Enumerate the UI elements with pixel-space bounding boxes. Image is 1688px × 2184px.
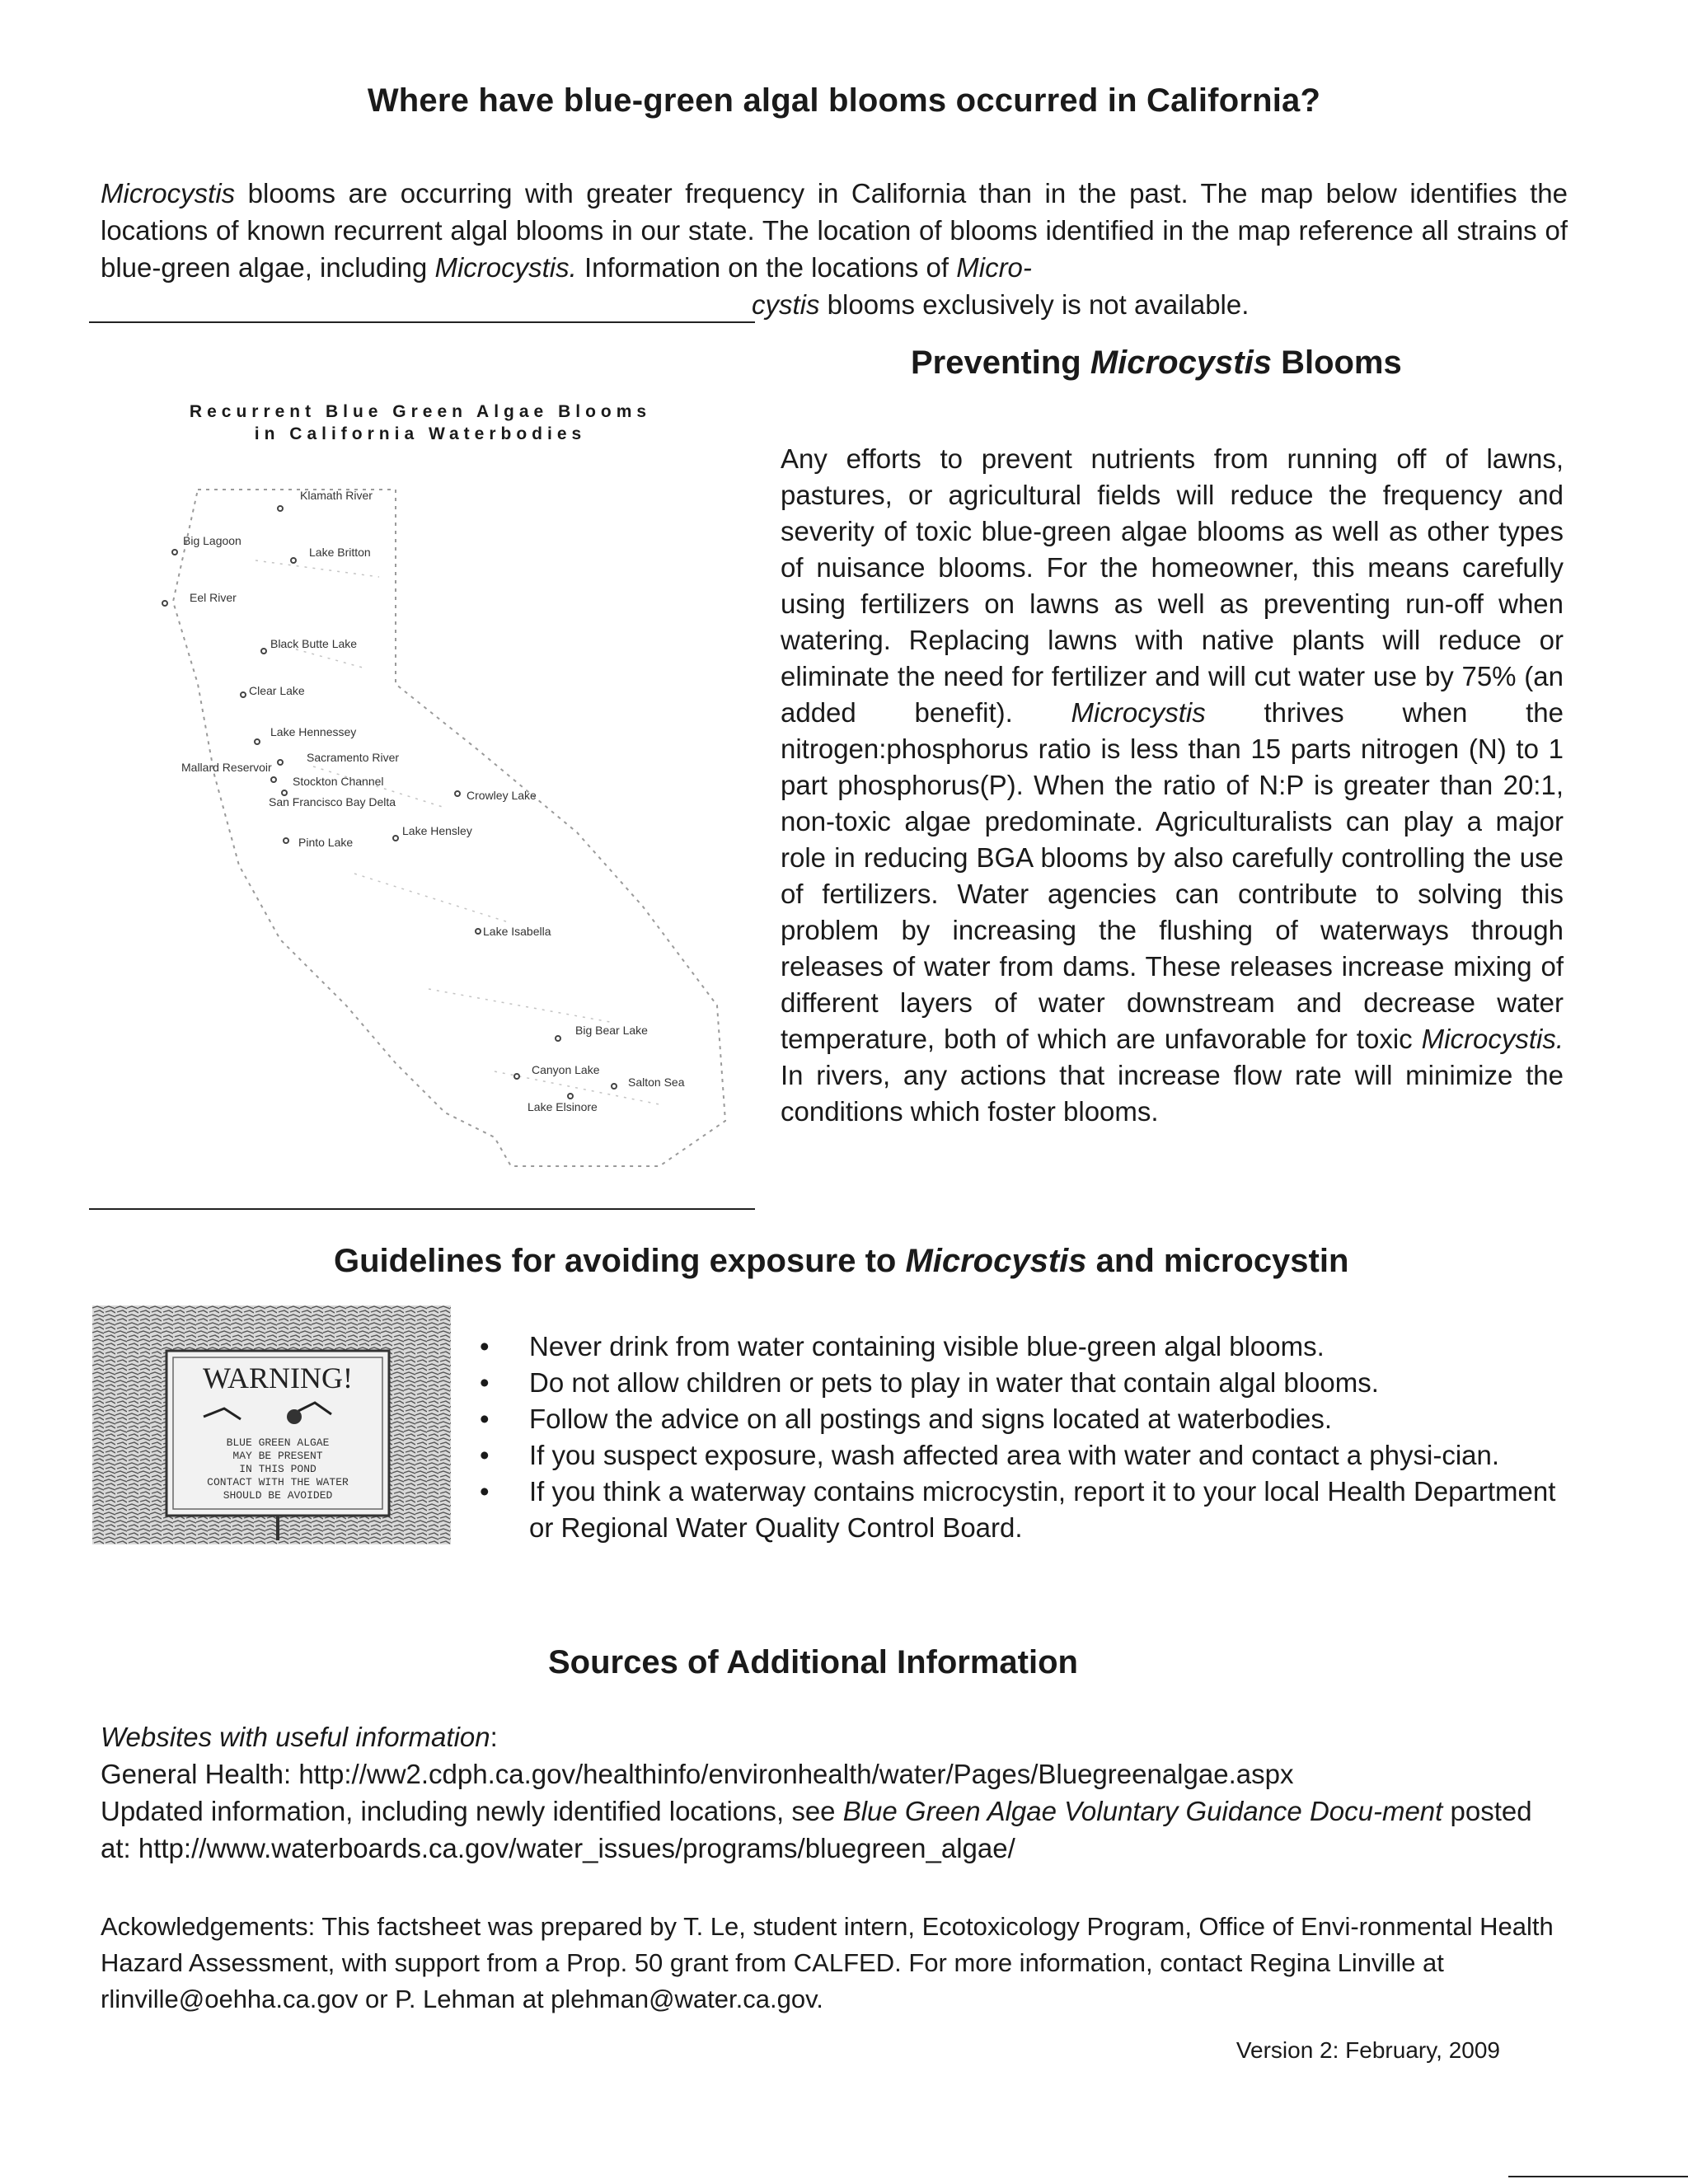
map-title xyxy=(157,401,684,445)
map-label: Mallard Reservoir xyxy=(181,761,272,774)
map-dot xyxy=(393,836,398,841)
websites-label-line xyxy=(101,1718,1568,1755)
preventing-italic-1: Microcystis xyxy=(1071,697,1206,728)
map-dot xyxy=(241,692,246,697)
general-health-label: General Health: xyxy=(101,1759,299,1789)
sign-line: CONTACT WITH THE WATER xyxy=(207,1476,349,1488)
map-label: Lake Elsinore xyxy=(528,1100,598,1113)
updated-info-post: posted at: xyxy=(101,1796,1532,1863)
map-label: Lake Britton xyxy=(309,546,371,559)
map-dot xyxy=(162,601,167,606)
sources-block xyxy=(101,1718,1568,1867)
guidelines-heading-pre: Guidelines for avoiding exposure to xyxy=(334,1243,906,1279)
list-item: • Follow the advice on all postings and signs located at waterbodies. xyxy=(480,1401,1568,1437)
map-dot xyxy=(172,550,177,555)
guidance-document-title: Blue Green Algae Voluntary Guidance Docu-ment xyxy=(842,1796,1443,1826)
guidelines-heading-italic: Microcystis xyxy=(905,1243,1087,1279)
preventing-text-a: Any efforts to prevent nutrients from running off of lawns, pastures, or agricultural fields will reduce the frequency and severity of toxic blue-green algae blooms as well as other types of nuisance blooms. For the homeowner, this means carefully using fertilizers on lawns as well as preventing run-off when watering. Replacing lawns with native plants will reduce or eliminate the need for fertilizer and will cut water use by 75% (an added benefit). xyxy=(781,443,1564,728)
preventing-heading xyxy=(911,344,1402,382)
guidelines-heading xyxy=(334,1243,1348,1280)
preventing-italic-2: Microcystis. xyxy=(1421,1024,1564,1054)
page-title: Where have blue-green algal blooms occurred in California? xyxy=(367,82,1321,119)
map-label: Canyon Lake xyxy=(532,1063,600,1076)
version-label: Version 2: February, 2009 xyxy=(1236,2037,1500,2063)
list-item: • Do not allow children or pets to play in water that contain algal blooms. xyxy=(480,1365,1568,1401)
corner-rule xyxy=(1508,2176,1688,2177)
sign-warning-word: WARNING! xyxy=(203,1361,353,1394)
preventing-text-b: thrives when the nitrogen:phosphorus ratio is less than 15 parts nitrogen (N) to 1 part phosphorus(P). When the ratio of N:P is greater than 20:1, non-toxic algae predominate. Agriculturalists can play a major role in reducing BGA blooms by also carefully controlling the use of fertilizers. Water agencies can contribute to solving this problem by increasing the flushing of waterways through releases of water from dams. These releases increase mixing of different layers of water downstream and decrease water temperature, both of which are unfavorable for toxic xyxy=(781,697,1564,1054)
sign-line: IN THIS POND xyxy=(239,1463,316,1475)
intro-paragraph xyxy=(101,175,1568,323)
map-dot xyxy=(556,1036,560,1041)
map-label: Lake Hennessey xyxy=(270,725,357,738)
websites-label: Websites with useful information xyxy=(101,1722,490,1752)
map-label: San Francisco Bay Delta xyxy=(269,795,396,808)
map-label: Crowley Lake xyxy=(467,789,537,802)
map-dot xyxy=(612,1084,617,1089)
map-label: Salton Sea xyxy=(628,1076,685,1089)
preventing-paragraph xyxy=(781,441,1564,1130)
map-label: Lake Isabella xyxy=(483,925,551,938)
guidelines-list xyxy=(480,1329,1568,1546)
map-title-line-2: in California Waterbodies xyxy=(254,424,587,443)
map-dot xyxy=(455,791,460,796)
map-label: Clear Lake xyxy=(249,684,305,697)
intro-text-1: blooms are occurring with greater frequency in California than in the past. The map below identifies the locations of known recurrent algal blooms in our state. The location of blooms identified in the map reference all strains of blue-green algae, including xyxy=(101,178,1568,283)
general-health-link[interactable]: http://ww2.cdph.ca.gov/healthinfo/environhealth/water/Pages/Bluegreenalgae.aspx xyxy=(298,1759,1294,1789)
preventing-heading-post: Blooms xyxy=(1271,344,1402,381)
updated-info-pre: Updated information, including newly identified locations, see xyxy=(101,1796,843,1826)
map-label: Big Lagoon xyxy=(183,534,241,547)
intro-italic-3: Micro- xyxy=(956,252,1032,283)
intro-text-2: Information on the locations of xyxy=(576,252,957,283)
map-dot xyxy=(278,760,283,765)
intro-italic-1: Microcystis xyxy=(101,178,236,209)
map-label: Sacramento River xyxy=(307,751,400,764)
map-label: Klamath River xyxy=(300,489,373,502)
list-item: • Never drink from water containing visible blue-green algal blooms. xyxy=(480,1329,1568,1365)
warning-sign-photo xyxy=(92,1305,451,1544)
map-dot xyxy=(291,558,296,563)
preventing-heading-italic: Microcystis xyxy=(1090,344,1272,381)
map-label: Big Bear Lake xyxy=(575,1024,648,1037)
divider-top xyxy=(89,321,755,323)
map-label: Pinto Lake xyxy=(298,836,354,849)
map-dot xyxy=(255,739,260,744)
updated-info-line xyxy=(101,1793,1568,1867)
intro-italic-4: cystis xyxy=(752,289,820,320)
map-title-line-1: Recurrent Blue Green Algae Blooms xyxy=(189,402,652,421)
map-label: Stockton Channel xyxy=(293,775,384,788)
map-dot xyxy=(568,1094,573,1099)
sign-line: SHOULD BE AVOIDED xyxy=(223,1489,333,1502)
map-label: Lake Hensley xyxy=(402,824,472,837)
map-dot xyxy=(271,777,276,782)
list-item: • If you suspect exposure, wash affected area with water and contact a physi-cian. xyxy=(480,1437,1568,1474)
intro-italic-2: Microcystis. xyxy=(434,252,577,283)
websites-colon: : xyxy=(490,1722,498,1752)
preventing-text-c: In rivers, any actions that increase flow rate will minimize the conditions which foster blooms. xyxy=(781,1060,1564,1127)
map-dot xyxy=(476,929,481,934)
map-label: Eel River xyxy=(190,591,237,604)
divider-middle xyxy=(89,1208,755,1210)
preventing-heading-pre: Preventing xyxy=(911,344,1090,381)
map-dot xyxy=(514,1074,519,1079)
acknowledgements: Ackowledgements: This factsheet was prepared by T. Le, student intern, Ecotoxicology Program, Office of Envi-ronmental Health Hazard Assessment, with support from a Prop. 50 grant from CALFED. For more information, contact Regina Linville at rlinville@oehha.ca.gov or P. Lehman at plehman@water.ca.gov. xyxy=(101,1912,1554,2013)
sign-line: BLUE GREEN ALGAE xyxy=(226,1436,330,1449)
map-label: Black Butte Lake xyxy=(270,637,358,650)
intro-last-line xyxy=(101,286,1568,323)
sources-heading: Sources of Additional Information xyxy=(548,1644,1078,1680)
map-dot xyxy=(284,838,288,843)
map-dot xyxy=(261,649,266,654)
map-dot xyxy=(278,506,283,511)
waterboards-link[interactable]: http://www.waterboards.ca.gov/water_issues/programs/bluegreen_algae/ xyxy=(138,1833,1015,1863)
list-item: • If you think a waterway contains microcystin, report it to your local Health Department or Regional Water Quality Control Board. xyxy=(480,1474,1568,1546)
sign-line: MAY BE PRESENT xyxy=(232,1450,323,1462)
general-health-line xyxy=(101,1755,1568,1793)
intro-text-3: blooms exclusively is not available. xyxy=(819,289,1250,320)
guidelines-heading-post: and microcystin xyxy=(1086,1243,1349,1279)
